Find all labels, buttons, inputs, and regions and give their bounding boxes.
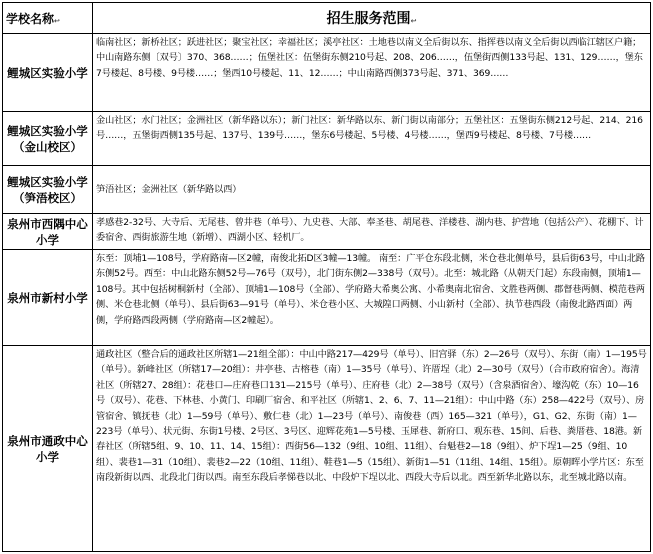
service-range-cell: 金山社区；水门社区；金洲社区（新华路以东）；新门社区：新华路以东、新门街以南部分；五堡社区：五堡街东侧212号起、214、216号……，五堡街西侧135号起、137号、139号……，堡东6号楼起、5号楼、4号楼……，堡西9号楼起、8号楼、7号楼…… (93, 112, 651, 166)
service-range-header: 招生服务范围↩ (93, 3, 651, 34)
service-range-cell: 孝感巷2-32号、大寺后、无尾巷、曾井巷（单号）、九史巷、大部、奉圣巷、胡尾巷、洋楼巷、湖内巷、护营地（包括公产）、花棚下、计委宿舍、西街旅游生地（新增）、西湖小区、轻机厂。 (93, 214, 651, 250)
table-row (3, 34, 651, 112)
header-row (3, 3, 651, 34)
table-row (3, 250, 651, 346)
school-name-cell: 泉州市通政中心小学 (3, 346, 93, 552)
school-name-cell: 鲤城区实验小学 (3, 34, 93, 112)
school-name-cell: 泉州市西隅中心小学 (3, 214, 93, 250)
service-range-cell: 临南社区；新桥社区；跃进社区；聚宝社区；幸福社区；溪亭社区：土地巷以南义全后街以东、指挥巷以南义全后街以西临江辖区户籍；中山南路东侧〔双号〕370、368……；伍堡社区：伍堡街东侧210号起、208、206……，伍堡街西侧133号起、131、129……，堡东7号楼起、8号楼、9号楼……；堡西10号楼起、11、12……；中山南路西侧373号起、371、369…… (93, 34, 651, 112)
cell-end-mark: ↩ (54, 16, 60, 25)
cell-end-mark: ↩ (410, 17, 417, 25)
school-name-cell: 泉州市新村小学 (3, 250, 93, 346)
table-row (3, 214, 651, 250)
service-range-cell: 笋浯社区；金洲社区（新华路以西） (93, 166, 651, 214)
service-range-cell: 东至：顶埔1—108号，学府路南—区2幢，南俊北拓D区3幢—13幢。 南至：广平仓东段北侧，米仓巷北侧单号，县后街63号，中山北路东侧52号。西至：中山北路东侧52号—76号（双号），北门街东侧2—338号（双号）。北至：城北路（从朝天门起）东段南侧，顶埔1—108号。其中包括树桐新村（全部）、顶埔1—108号（全部）、学府路大希奥公寓、小希奥南北宿舍、文胜巷两侧、郡督巷两侧、模范巷两侧、米仓巷北侧（单号）、县后街63—91号（单号）、米仓巷小区、大城隍口两侧、小山新村（全部）、执节巷西段（南俊北路西面）两侧，学府路西段两侧（学府路南—区2幢起）。 (93, 250, 651, 346)
school-name-cell: 鲤城区实验小学（金山校区） (3, 112, 93, 166)
service-range-cell: 通政社区（整合后的通政社区所辖1—21组全部）：中山中路217—429号（单号）、旧宫驿（东）2—26号（双号）、东街（南）1—195号（单号）。新峰社区（所辖17—20组）：井亭巷、古榕巷（南）1—35号（单号）、许厝埕（北）2—30号（双号）（合市政府宿舍）。海清社区（所辖27、28组）：花巷口—庄府巷口131—215号（单号）、庄府巷（北）2—38号（双号）（含泉酒宿舍）、壕沟乾（东）10—16号（双号）、花巷、下林巷、小黄门、印刷厂宿舍、和平社区（所辖1、2、6、7、11—21组）：中山中路（东）258—422号（双号）、房管宿舍、镇抚巷（北）1—59号（单号）、敷仁巷（北）1—23号（单号）、南俊巷（西）165—321（单号），G1、G2、东街（南）1—223号（单号）、状元街、东街1号楼、2号区、3号区、迎辉花苑1—5号楼、玉犀巷、新府口、观东巷、15间、后巷、粪厝巷、18港。新春社区（所辖5组、9、10、11、14、15组）：西街56—132（9组、10组、11组）、台魁巷2—18（9组）、炉下埕1—25（9组、10组）、裴巷1—31（10组）、裴巷2—22（10组、11组）、鞋巷1—5（15组）、新街1—51（11组、14组、15组）。原朝晖小学片区：东至南段新街以西、北段北门街以西。南至东段后孝悌巷以北、中段炉下埕以北、西段大寺后以北。西至新华北路以东，北至城北路以南。 (93, 346, 651, 552)
table-row (3, 166, 651, 214)
school-name-cell: 鲤城区实验小学（笋浯校区） (3, 166, 93, 214)
table-row (3, 112, 651, 166)
school-name-header: 学校名称↩ (3, 3, 93, 34)
table-row (3, 346, 651, 552)
enrollment-table (2, 2, 651, 552)
